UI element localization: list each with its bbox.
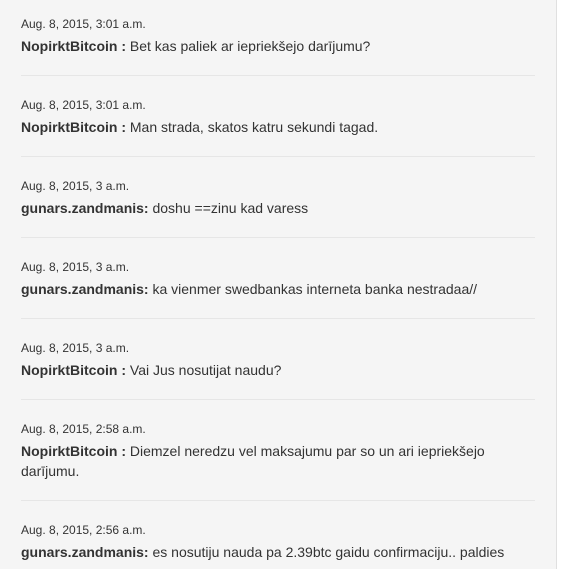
message-timestamp: Aug. 8, 2015, 2:56 a.m.: [21, 523, 146, 537]
message-divider: [21, 500, 535, 501]
chat-message: [21, 98, 541, 137]
chat-message: [21, 17, 541, 56]
message-timestamp: Aug. 8, 2015, 3:01 a.m.: [21, 17, 146, 31]
message-author: NopirktBitcoin :: [21, 443, 126, 459]
chat-message: [21, 422, 541, 481]
message-divider: [21, 75, 535, 76]
message-timestamp: Aug. 8, 2015, 3 a.m.: [21, 260, 130, 274]
message-line: [21, 441, 541, 481]
message-text: doshu ==zinu kad varess: [152, 200, 309, 216]
message-divider: [21, 318, 535, 319]
chat-message: [21, 179, 541, 218]
message-text: es nosutiju nauda pa 2.39btc gaidu confirmaciju.. paldies: [152, 544, 505, 560]
message-text: Diemzel neredzu vel maksajumu par so un ari iepriekšejo darījumu.: [21, 443, 485, 479]
message-text: Man strada, skatos katru sekundi tagad.: [129, 119, 379, 135]
message-line: [21, 360, 541, 380]
message-timestamp: Aug. 8, 2015, 2:58 a.m.: [21, 422, 146, 436]
message-line: [21, 117, 541, 137]
chat-message: [21, 341, 541, 380]
message-author: gunars.zandmanis:: [21, 200, 149, 216]
message-line: [21, 542, 541, 562]
chat-message: [21, 523, 541, 562]
message-line: [21, 198, 541, 218]
message-timestamp: Aug. 8, 2015, 3 a.m.: [21, 341, 130, 355]
message-timestamp: Aug. 8, 2015, 3 a.m.: [21, 179, 130, 193]
message-line: [21, 36, 541, 56]
message-timestamp: Aug. 8, 2015, 3:01 a.m.: [21, 98, 146, 112]
message-text: ka vienmer swedbankas interneta banka nestradaa//: [152, 281, 478, 297]
chat-message: [21, 260, 541, 299]
message-author: NopirktBitcoin :: [21, 119, 126, 135]
message-divider: [21, 156, 535, 157]
message-author: NopirktBitcoin :: [21, 38, 126, 54]
page-edge: [557, 0, 564, 569]
message-line: [21, 279, 541, 299]
message-text: Bet kas paliek ar iepriekšejo darījumu?: [129, 38, 371, 54]
message-text: Vai Jus nosutijat naudu?: [129, 362, 282, 378]
message-author: gunars.zandmanis:: [21, 544, 149, 560]
message-divider: [21, 237, 535, 238]
message-divider: [21, 399, 535, 400]
message-author: gunars.zandmanis:: [21, 281, 149, 297]
message-author: NopirktBitcoin :: [21, 362, 126, 378]
